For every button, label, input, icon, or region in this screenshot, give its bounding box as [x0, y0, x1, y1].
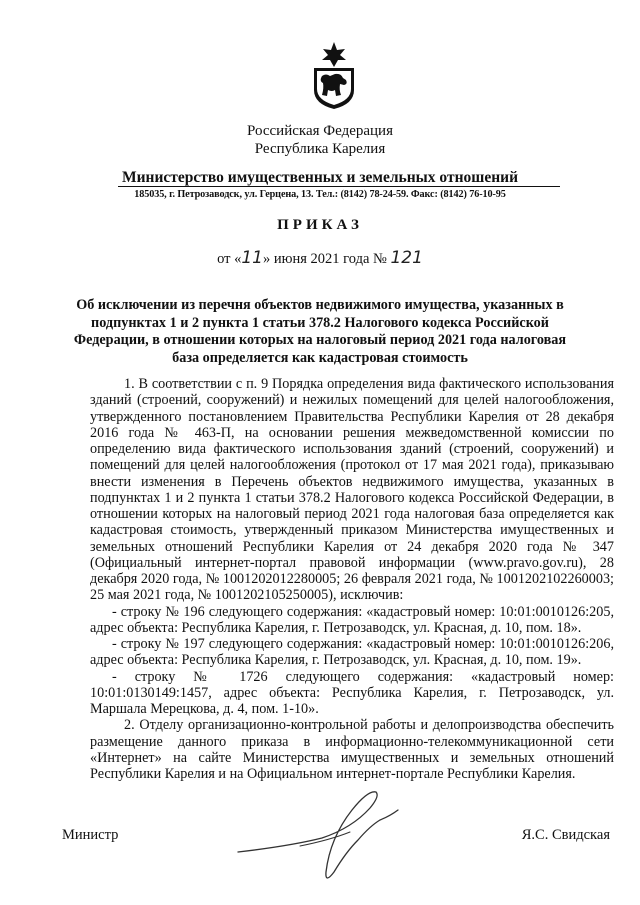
- paragraph-2: 2. Отделу организационно-контрольной работы и делопроизводства обеспечить размещение данного приказа в информационно-телекоммуникационной сети «Интернет» на сайте Министерства имущественных и земельных отношений Республики Карелия и на Официальном интернет-портале Республики Карелия.: [90, 717, 614, 782]
- coat-of-arms-emblem: [308, 40, 360, 110]
- excluded-row-197: - строку № 197 следующего содержания: «кадастровый номер: 10:01:0010126:206, адрес объекта: Республика Карелия, г. Петрозаводск, ул. Красная, д. 10, пом. 19».: [90, 636, 614, 669]
- republic-name: Республика Карелия: [254, 141, 386, 157]
- document-type: ПРИКАЗ: [277, 217, 363, 233]
- signatory-position: Министр: [62, 827, 119, 843]
- handwritten-order-number: 121: [390, 248, 423, 268]
- date-prefix: от «: [217, 251, 242, 267]
- handwritten-signature: [230, 780, 420, 890]
- excluded-row-1726: - строку № 1726 следующего содержания: «кадастровый номер: 10:01:0130149:1457, адрес объекта: Республика Карелия, г. Петрозаводск, ул. Маршала Мерецкова, д. 4, пом. 1-10».: [90, 668, 614, 717]
- header-divider: [118, 186, 560, 187]
- handwritten-day: 11: [241, 248, 263, 268]
- order-title: Об исключении из перечня объектов недвижимого имущества, указанных в подпунктах 1 и 2 пункта 1 статьи 378.2 Налогового кодекса Российской Федерации, в отношении которых на налоговый период 2021 года налоговая база определяется как кадастровая стоимость: [73, 297, 567, 366]
- signatory-name: Я.С. Свидская: [521, 827, 610, 843]
- ministry-name: Министерство имущественных и земельных отношений: [121, 169, 519, 186]
- order-body: [90, 376, 614, 782]
- country-name: Российская Федерация: [247, 123, 393, 139]
- paragraph-1: 1. В соответствии с п. 9 Порядка определения вида фактического использования зданий (строений, сооружений) и нежилых помещений для целей налогообложения, утвержденного постановлением Правительства Республики Карелия от 28 декабря 2016 года № 463-П, на основании решения межведомственной комиссии по определению вида фактического использования зданий (строений, сооружений) и помещений для целей налогообложения (протокол от 17 мая 2021 года), приказываю внести изменения в Перечень объектов недвижимого имущества, указанных в подпунктах 1 и 2 пункта 1 статьи 378.2 Налогового кодекса Российской Федерации, в отношении которых на налоговый период 2021 года налоговая база определяется как кадастровая стоимость, утвержденный приказом Министерства имущественных и земельных отношений Республики Карелия от 24 декабря 2020 года № 347 (Официальный интернет-портал правовой информации (www.pravo.gov.ru), 28 декабря 2020 года, № 1001202012280005; 26 февраля 2021 года, № 1001202102260003; 25 мая 2021 года, № 1001202105250005), исключив:: [90, 376, 614, 604]
- order-date-line: [0, 248, 640, 268]
- excluded-row-196: - строку № 196 следующего содержания: «кадастровый номер: 10:01:0010126:205, адрес объекта: Республика Карелия, г. Петрозаводск, ул. Красная, д. 10, пом. 18».: [90, 603, 614, 636]
- ministry-address: 185035, г. Петрозаводск, ул. Герцена, 13. Тел.: (8142) 78-24-59. Факс: (8142) 76-10-95: [134, 189, 506, 200]
- date-suffix: » июня 2021 года №: [263, 251, 387, 267]
